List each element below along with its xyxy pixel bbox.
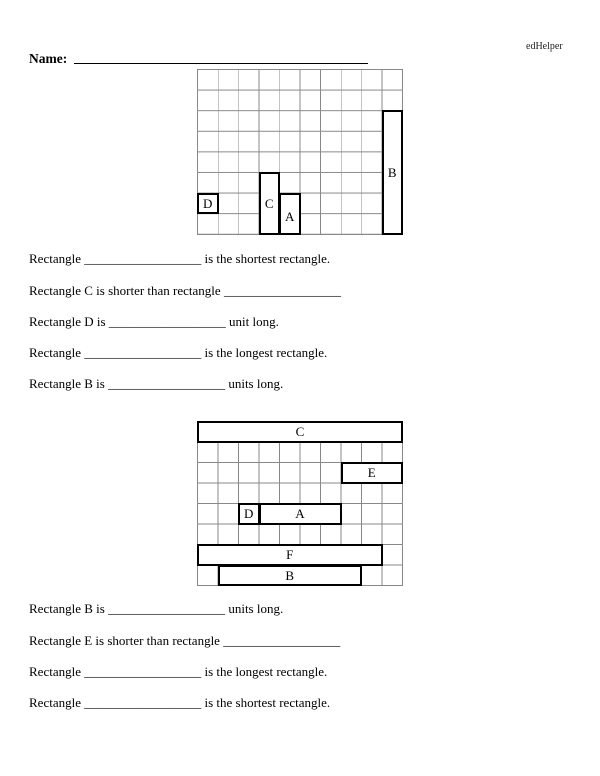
- answer-blank[interactable]: __________________: [84, 695, 202, 710]
- question-1-5: Rectangle B is __________________ units long.: [29, 376, 284, 391]
- rectangle-d: D: [197, 193, 219, 215]
- grid-2: [197, 421, 403, 586]
- rectangle-d: D: [238, 503, 260, 525]
- name-field[interactable]: [74, 63, 368, 64]
- question-1-3: Rectangle D is __________________ unit long.: [29, 314, 279, 329]
- name-label: Name:: [29, 51, 68, 66]
- question-2-1: Rectangle B is __________________ units long.: [29, 601, 284, 616]
- question-2-2: Rectangle E is shorter than rectangle __________________: [29, 633, 341, 648]
- answer-blank[interactable]: __________________: [84, 664, 202, 679]
- rectangle-a: A: [259, 503, 342, 525]
- rectangle-a: A: [279, 193, 301, 235]
- rectangle-b: B: [382, 110, 404, 235]
- question-1-1: Rectangle __________________ is the shortest rectangle.: [29, 251, 331, 266]
- answer-blank[interactable]: __________________: [223, 283, 341, 298]
- answer-blank[interactable]: __________________: [108, 314, 226, 329]
- rectangle-b: B: [218, 565, 363, 587]
- answer-blank[interactable]: __________________: [84, 251, 202, 266]
- question-1-4: Rectangle __________________ is the longest rectangle.: [29, 345, 328, 360]
- question-2-4: Rectangle __________________ is the shortest rectangle.: [29, 695, 331, 710]
- question-1-2: Rectangle C is shorter than rectangle __________________: [29, 283, 341, 298]
- answer-blank[interactable]: __________________: [84, 345, 202, 360]
- rectangle-c: C: [197, 421, 403, 443]
- answer-blank[interactable]: __________________: [108, 601, 226, 616]
- rectangle-e: E: [341, 462, 404, 484]
- answer-blank[interactable]: __________________: [108, 376, 226, 391]
- rectangle-f: F: [197, 544, 383, 566]
- question-2-3: Rectangle __________________ is the longest rectangle.: [29, 664, 328, 679]
- answer-blank[interactable]: __________________: [223, 633, 341, 648]
- rectangle-c: C: [259, 172, 281, 235]
- brand-label: edHelper: [526, 41, 563, 52]
- grid-1: [197, 69, 403, 235]
